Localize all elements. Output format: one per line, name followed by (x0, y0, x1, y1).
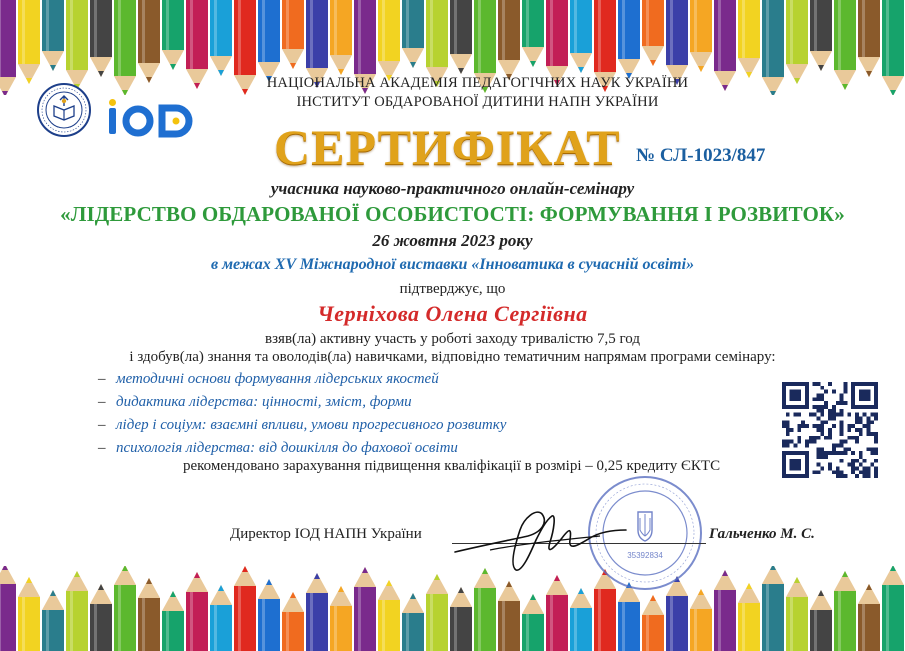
pencil (834, 571, 856, 651)
recommendation-text: рекомендовано зарахування підвищення кваліфікації в розмірі – 0,25 кредиту ЄКТС (183, 458, 721, 474)
pencil (810, 590, 832, 651)
pencil (282, 592, 304, 651)
pencil (258, 0, 280, 82)
pencil (522, 594, 544, 651)
pencil (66, 571, 88, 651)
pencil (282, 0, 304, 69)
topic-text: дидактика лідерства: цінності, зміст, форми (116, 394, 412, 410)
pencil (234, 566, 256, 651)
pencil (402, 593, 424, 651)
pencil (738, 0, 760, 78)
event-context: в межах XV Міжнародної виставки «Інноватика в сучасній освіті» (210, 256, 695, 273)
pencil (402, 0, 424, 68)
confirms-text: підтверджує, що (399, 281, 506, 297)
pencil (546, 0, 568, 86)
participant-name: Черніхова Олена Сергіївна (317, 301, 588, 326)
pencil (882, 566, 904, 651)
pencil (426, 574, 448, 651)
pencil (90, 584, 112, 651)
certificate-title: СЕРТИФІКАТ (274, 119, 621, 175)
pencil (786, 0, 808, 84)
pencil (42, 0, 64, 71)
pencil (42, 590, 64, 651)
pencil (810, 0, 832, 71)
pencil (858, 0, 880, 77)
pencil (114, 566, 136, 651)
pencil (666, 0, 688, 85)
pencil (738, 583, 760, 651)
pencil (522, 0, 544, 67)
pencil (354, 567, 376, 651)
institute-name: ІНСТИТУТ ОБДАРОВАНОЇ ДИТИНИ НАПН УКРАЇНИ (296, 94, 659, 110)
pencil (378, 0, 400, 81)
topic-item (98, 394, 412, 411)
pencil (618, 582, 640, 651)
pencil (162, 591, 184, 651)
topic-item (98, 440, 458, 457)
pencil (90, 0, 112, 77)
pencil (162, 0, 184, 70)
pencil (450, 587, 472, 651)
pencil (786, 577, 808, 651)
pencil (642, 0, 664, 66)
pencil (618, 0, 640, 79)
stamp-code: 35392834 (627, 551, 663, 560)
qr-code-icon[interactable] (782, 382, 878, 478)
event-title: «ЛІДЕРСТВО ОБДАРОВАНОЇ ОСОБИСТОСТІ: ФОРМУВАННЯ І РОЗВИТОК» (60, 202, 845, 226)
topic-text: психологія лідерства: від дошкілля до фахової освіти (116, 440, 458, 456)
pencil (474, 568, 496, 651)
academy-name: НАЦІОНАЛЬНА АКАДЕМІЯ ПЕДАГОГІЧНИХ НАУК УКРАЇНИ (266, 75, 689, 91)
skills-intro: і здобув(ла) знання та оволодів(ла) навичками, відповідно тематичним напрямам програми семінару: (129, 349, 776, 365)
pencil (546, 575, 568, 651)
topic-marker: – (98, 394, 106, 410)
pencil (186, 572, 208, 651)
pencil (426, 0, 448, 87)
pencil (498, 0, 520, 80)
participation-text: взяв(ла) активну участь у роботі заходу тривалістю 7,5 год (265, 331, 640, 347)
pencil (858, 584, 880, 651)
pencil (18, 577, 40, 651)
topic-item (98, 371, 439, 388)
pencil (570, 0, 592, 73)
pencil (450, 0, 472, 74)
director-title: Директор ІОД НАПН України (230, 526, 422, 542)
topic-text: методичні основи формування лідерських якостей (116, 371, 439, 387)
event-date: 26 жовтня 2023 року (372, 231, 533, 250)
topic-marker: – (98, 440, 106, 456)
pencil (570, 588, 592, 651)
topic-marker: – (98, 417, 106, 433)
pencil (306, 573, 328, 651)
pencil (714, 570, 736, 651)
topic-text: лідер і соціум: взаємні впливи, умови прогресивного розвитку (116, 417, 507, 433)
seminar-subtitle: учасника науково-практичного онлайн-семінару (270, 179, 635, 198)
pencil (210, 0, 232, 76)
pencil (378, 580, 400, 651)
pencil (690, 589, 712, 651)
pencil (642, 595, 664, 651)
pencil (330, 586, 352, 651)
pencil (210, 585, 232, 651)
pencil (258, 579, 280, 651)
pencil (18, 0, 40, 84)
pencil (138, 0, 160, 83)
topic-marker: – (98, 371, 106, 387)
topic-item (98, 417, 506, 434)
certificate-number: № СЛ-1023/847 (636, 145, 766, 166)
pencil (498, 581, 520, 651)
pencil (0, 566, 16, 651)
pencil (138, 578, 160, 651)
pencil (762, 566, 784, 651)
handwritten-signature (450, 500, 630, 580)
pencil (330, 0, 352, 75)
pencil (690, 0, 712, 72)
signer-name: Гальченко М. С. (709, 526, 815, 542)
